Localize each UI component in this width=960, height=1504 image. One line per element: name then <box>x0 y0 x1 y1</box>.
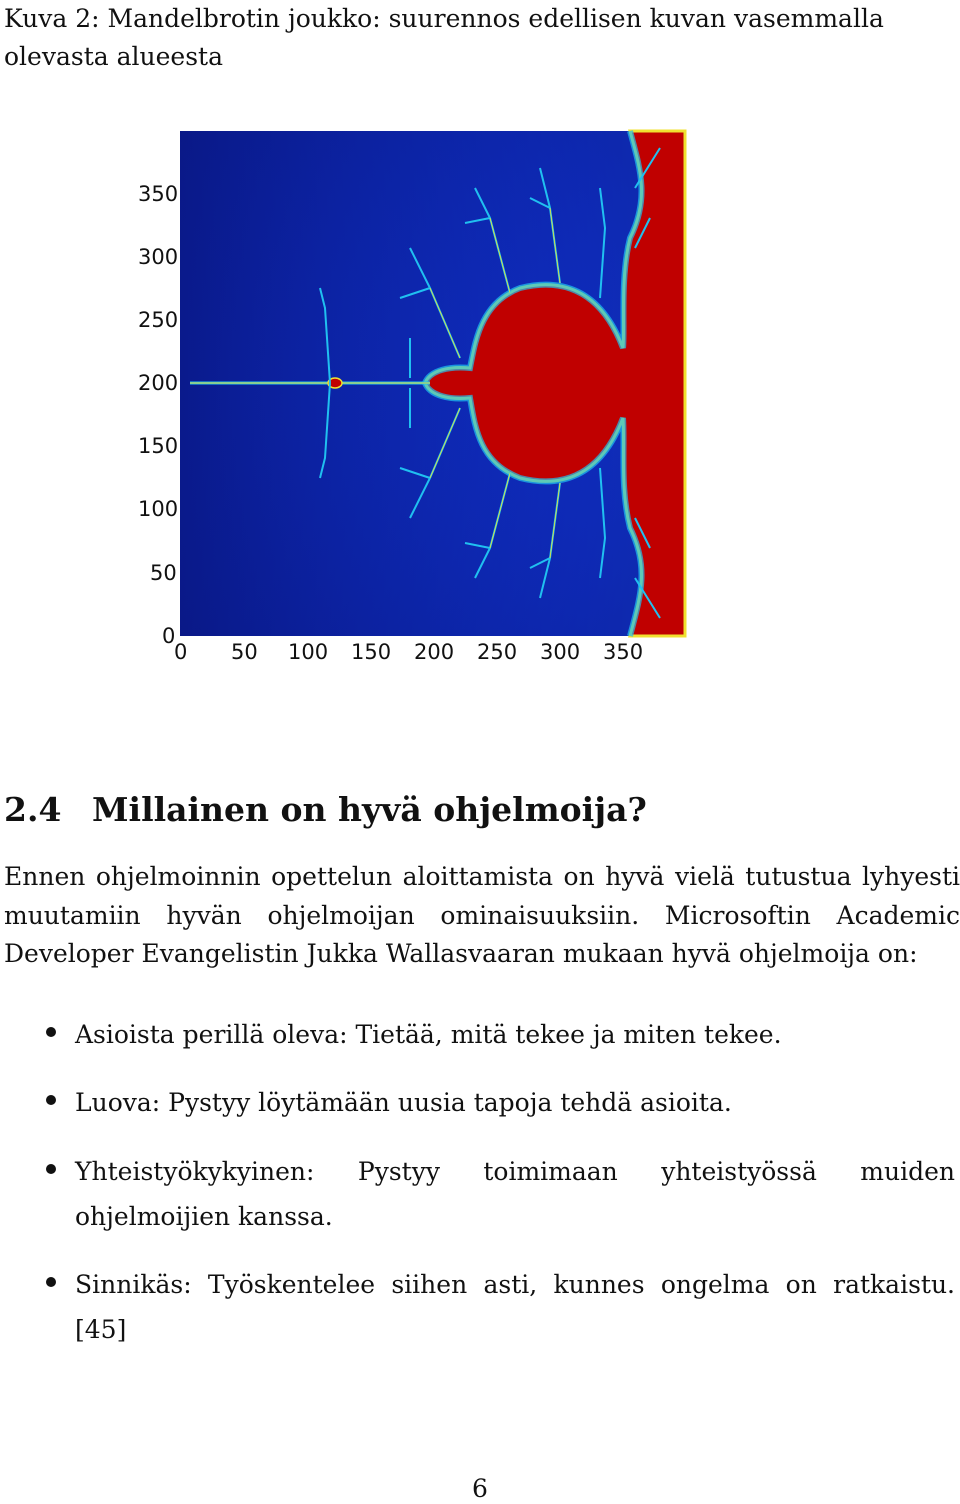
section-number: 2.4 <box>4 790 62 829</box>
x-tick-250: 250 <box>477 640 518 664</box>
x-tick-300: 300 <box>540 640 581 664</box>
x-tick-100: 100 <box>288 640 329 664</box>
bullet-dot-icon <box>46 1164 56 1174</box>
section-title-text: Millainen on hyvä ohjelmoija? <box>92 790 647 829</box>
y-tick-50: 50 <box>150 561 177 585</box>
list-item-text: Yhteistyökykyinen: Pystyy toimimaan yhteistyössä muiden ohjelmoijien kanssa. <box>75 1157 955 1231</box>
y-tick-250: 250 <box>138 308 179 332</box>
x-tick-50: 50 <box>231 640 258 664</box>
x-axis <box>174 640 643 664</box>
x-tick-200: 200 <box>414 640 455 664</box>
list-item-text: Sinnikäs: Työskentelee siihen asti, kunnes ongelma on ratkaistu. [45] <box>75 1270 955 1344</box>
mandelbrot-image <box>180 131 685 636</box>
bullet-dot-icon <box>46 1027 56 1037</box>
mandelbrot-chart <box>130 128 690 673</box>
x-tick-150: 150 <box>351 640 392 664</box>
y-tick-0: 0 <box>162 624 176 648</box>
mandelbrot-figure <box>130 128 690 673</box>
y-tick-350: 350 <box>138 182 179 206</box>
section-heading <box>4 786 647 834</box>
y-tick-300: 300 <box>138 245 179 269</box>
list-item-text: Luova: Pystyy löytämään uusia tapoja tehdä asioita. <box>75 1088 732 1117</box>
page-number: 6 <box>472 1474 488 1503</box>
intro-paragraph: Ennen ohjelmoinnin opettelun aloittamista on hyvä vielä tutustua lyhyesti muutamiin hyvän ohjelmoijan ominaisuuksiin. Microsoftin Academic Developer Evangelistin Jukka Wallasvaaran mukaan hyvä ohjelmoija on: <box>4 862 960 968</box>
y-tick-200: 200 <box>138 371 179 395</box>
y-tick-100: 100 <box>138 497 179 521</box>
figure-caption: Kuva 2: Mandelbrotin joukko: suurennos edellisen kuvan vasemmalla olevasta alueesta <box>4 4 884 71</box>
x-tick-350: 350 <box>603 640 644 664</box>
y-tick-150: 150 <box>138 434 179 458</box>
bullet-dot-icon <box>46 1095 56 1105</box>
x-tick-0: 0 <box>174 640 188 664</box>
list-item-text: Asioista perillä oleva: Tietää, mitä tekee ja miten tekee. <box>75 1020 782 1049</box>
y-axis <box>138 182 178 648</box>
bullet-dot-icon <box>46 1277 56 1287</box>
